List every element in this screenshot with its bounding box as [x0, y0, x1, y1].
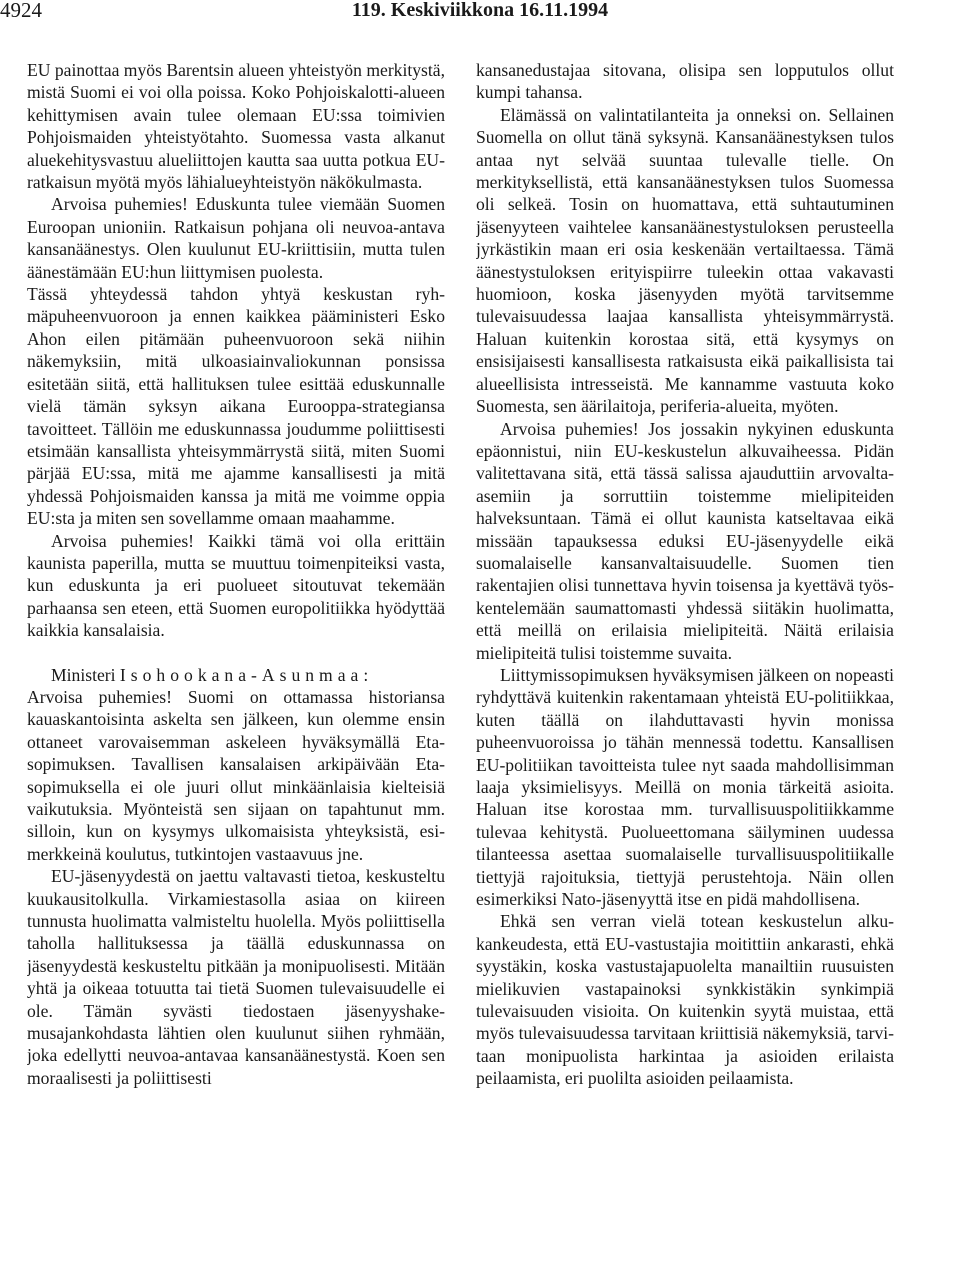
paragraph: EU-jäsenyydestä on jaettu valtavasti tietoa, keskusteltu kuukausitolkulla. Virkamiestasolla asiaa on kiireen tunnusta huolimatta valmisteltu huolella. Myös poliittisella taholla hallituksessa ja täällä eduskunnassa on jäsenyydestä keskusteltu pitkään ja monipuolisesti. Mitään yhtä ja oikeaa totuutta tai tietä Suomen tulevaisuudelle ei ole. Tämän syvästi tiedostaen jäsenyyshakemusajankohdasta lähtien olen kuulunut siihen ryhmään, joka edellytti neuvoa-antavaa kansanäänestystä. Koen sen moraalisesti ja poliittisesti	[27, 866, 445, 1088]
paragraph: Arvoisa puhemies! Jos jossakin nykyinen eduskunta epäonnistui, niin EU-keskustelun alkuvaiheessa. Pidän valitettavana sitä, että tässä salissa ajauduttiin arvovalta-asemiin ja sorruttiin toistemme mielipiteiden halveksuntaan. Tämä ei ollut kaunista katseltavaa eikä missään tapauksessa eduksi EU-jäsenyydelle eikä suomalaiselle kansanvaltaisuudelle. Suomen tien rakentajien olisi tunnettava hyvin toisensa ja kyettävä työskentelemään saumattomasti yhdessä siitäkin huolimatta, että meillä on erilaisia mielipiteitä. Näitä erilaisia mielipiteitä tulisi toistemme suvaita.	[476, 418, 894, 663]
paragraph: kansanedustajaa sitovana, olisipa sen lopputulos ollut kumpi tahansa.	[476, 60, 894, 103]
speaker-block	[27, 664, 445, 866]
speaker-name: Isohookana-Asunmaa:	[119, 664, 374, 685]
paragraph: Arvoisa puhemies! Eduskunta tulee viemään Suomen Euroopan unioniin. Ratkaisun pohjana oli neuvoa-antava kansanäänestys. Olen kuulunut EU-kriittisiin, mutta tulen äänestämään EU:hun liittymisen puolesta.	[27, 194, 445, 282]
paragraph: Tässä yhteydessä tahdon yhtyä keskustan ryhmäpuheenvuoroon ja ennen kaikkea pääministeri Esko Ahon eilen pitämään puheenvuoroon sekä niihin näkemyksiin, mitä ulkoasiainvaliokunnan ponsissa esitetään siitä, että hallituksen tulee esittää eduskunnalle vielä tämän syksyn aikana Eurooppa-strategiansa tavoitteet. Tällöin me eduskunnassa joudumme poliittisesti etsimään kansallista yhteisymmärrystä siitä, miten Suomi pärjää EU:ssa, mitä me ajamme kansallisesti ja mitä yhdessä Pohjoismaiden kanssa ja mitä me voimme oppia EU:sta ja miten sen sovellamme omaan maahamme.	[27, 284, 445, 529]
page-header	[0, 0, 960, 24]
speaker-title: Ministeri	[51, 664, 116, 685]
paragraph: Liittymissopimuksen hyväksymisen jälkeen on nopeasti ryhdyttävä kuitenkin rakentamaan yhteistä EU-politiikkaa, kuten täällä on ilahduttavasti hyvin monissa puheenvuoroissa jo tähän mennessä todettu. Kansallisen EU-politiikan tavoitteista tulee nyt saada mahdollisimman laaja yksimielisyys. Meillä on monia tärkeitä asioita. Haluan itse korostaa mm. turvallisuuspolitiikkamme tulevaa kehitystä. Puolueettomana säilyminen uudessa tilanteessa asettaa suomalaiselle turvallisuuspolitiikalle tiettyjä rajoituksia, tiettyjä perustehtoja. Näin ollen esimerkiksi Nato-jäsenyyttä itse en pidä mahdollisena.	[476, 664, 894, 910]
paragraph: Arvoisa puhemies! Kaikki tämä voi olla erittäin kaunista paperilla, mutta se muuttuu toimenpiteiksi vasta, kun eduskunta ja eri puolueet sitoutuvat tekemään parhaansa sen eteen, että Suomen europolitiikka hyödyttää kaikkia kansalaisia.	[27, 530, 445, 641]
speech-opening: Arvoisa puhemies! Suomi on ottamassa historiansa kauaskantoisinta askelta sen jälkeen, kun olemme ensin ottaneet varovaisemman askeleen hyväksymällä Eta-sopimuksen. Tavallisen kansalaisen arkipäivään Eta-sopimuksella ei ole juuri ollut minkäänlaisia kielteisiä vaikutuksia. Myönteistä sen sijaan on tapahtunut mm. silloin, kun on kysymys ulkomaisista yhteyksistä, esimerkkeinä koulutus, tutkintojen vastaavuus jne.	[27, 686, 445, 864]
page-number: 4924	[0, 0, 42, 22]
session-title: 119. Keskiviikkona 16.11.1994	[351, 0, 609, 21]
speaker-line	[27, 664, 445, 686]
paragraph: EU painottaa myös Barentsin alueen yhteistyön merkitystä, mistä Suomi ei voi olla poissa. Koko Pohjoiskalotti-alueen kehittymisen avain tulee olemaan EU:ssa toimivien Pohjoismaiden yhteistyötahto. Suomessa vasta alkanut aluekehitysvastuu alueliittojen kautta saa uutta potkua EU-ratkaisun myötä myös lähialueyhteistyön näkökulmasta.	[27, 60, 445, 193]
right-column-text	[476, 59, 894, 1090]
paragraph: Elämässä on valintatilanteita ja onneksi on. Sellainen Suomella on ollut tänä syksynä. Kansanäänestyksen tulos antaa nyt selvää suuntaa tulevalle tielle. On merkityksellistä, että kansanäänestyksen tulos Suomessa oli selkeä. Tosin on huomattava, että suhtautuminen jäsenyyteen vaihtelee kansanäänestystuloksen perusteella jyrkästikin maan eri osia keskenään vertailtaessa. Tämä äänestystuloksen erityispiirre tuleekin ottaa vakavasti huomioon, koska jäsenyyden myötä tarvitsemme tulevaisuudessa laajaa kansallista yhteisymmärrystä. Haluan kuitenkin korostaa sitä, että kysymys on ensisijaisesti kansallisesta ratkaisusta eikä paikallisista tai alueellisista intresseistä. Me kannamme vastuuta koko Suomesta, sen äärilaitoja, periferia-alueita, myöten.	[476, 104, 894, 417]
paragraph: Ehkä sen verran vielä totean keskustelun alkukankeudesta, että EU-vastustajia moitittiin ankarasti, ehkä syystäkin, koska vastustajapuolelta manailtiin ruusuisten mielikuvien vastapainoksi synkkistäkin synkimpiä tulevaisuuden visioita. On kuitenkin syytä muistaa, että myös tulevaisuudessa tarvitaan kriittisiä näkemyksiä, tarvitaan monipuolista harkintaa ja asioiden erilaista peilaamista, eri puolilta asioiden peilaamista.	[476, 911, 894, 1089]
left-column-text	[27, 59, 445, 1089]
left-column	[27, 59, 445, 1288]
right-column	[476, 59, 894, 1288]
